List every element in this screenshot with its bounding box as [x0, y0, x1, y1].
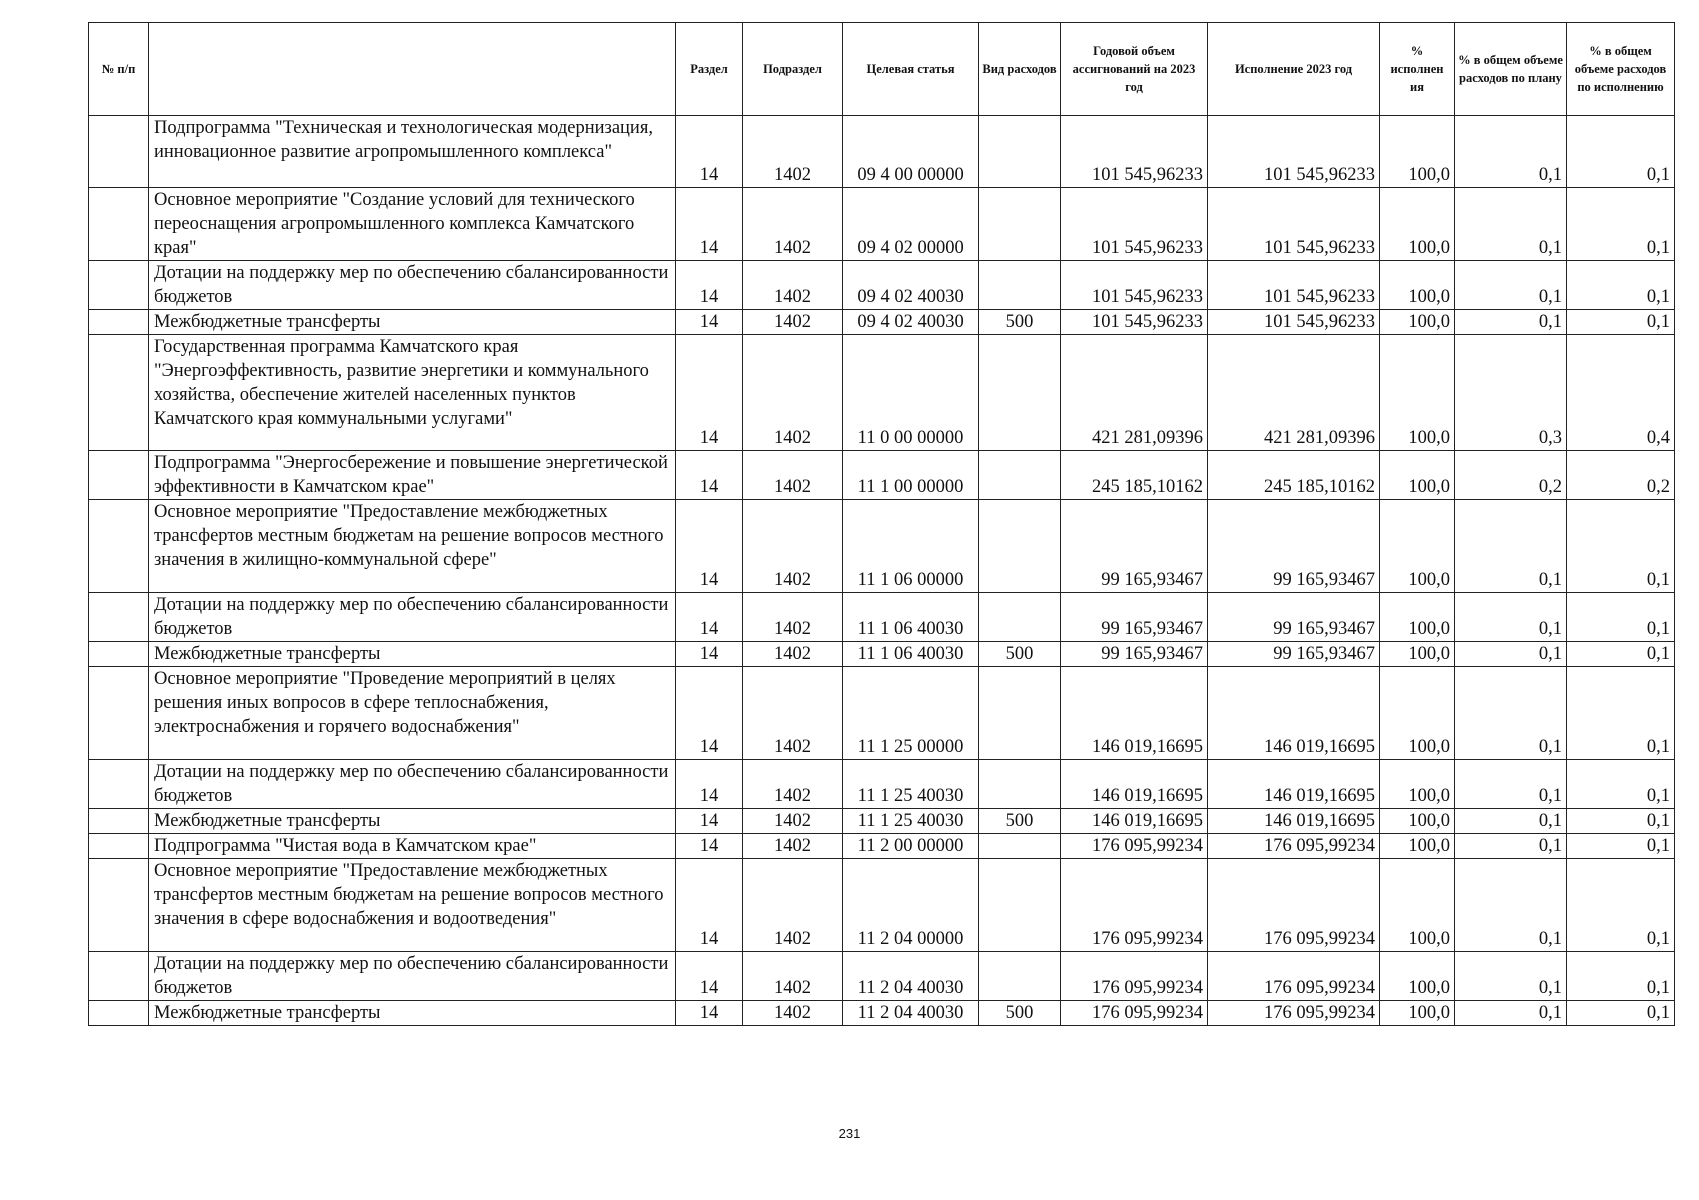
cell-share-fact: 0,1	[1567, 261, 1675, 310]
cell-share-fact: 0,4	[1567, 335, 1675, 451]
col-header-name	[149, 23, 676, 116]
cell-celevaya: 11 1 25 00000	[843, 667, 979, 760]
cell-share-plan: 0,1	[1455, 859, 1567, 952]
cell-share-fact: 0,1	[1567, 859, 1675, 952]
cell-plan: 101 545,96233	[1061, 188, 1208, 261]
cell-pct: 100,0	[1380, 642, 1455, 667]
cell-name: Межбюджетные трансферты	[149, 1001, 676, 1026]
table-row	[89, 834, 1675, 859]
cell-razdel: 14	[676, 952, 743, 1001]
table-row	[89, 642, 1675, 667]
cell-name: Дотации на поддержку мер по обеспечению сбалансированности бюджетов	[149, 593, 676, 642]
table-body	[89, 116, 1675, 1026]
cell-podrazdel: 1402	[743, 451, 843, 500]
cell-name: Подпрограмма "Техническая и технологическая модернизация, инновационное развитие агропромышленного комплекса"	[149, 116, 676, 188]
cell-podrazdel: 1402	[743, 952, 843, 1001]
table-row	[89, 593, 1675, 642]
cell-vid: 500	[979, 809, 1061, 834]
cell-fact: 101 545,96233	[1208, 261, 1380, 310]
cell-share-fact: 0,1	[1567, 760, 1675, 809]
cell-vid	[979, 335, 1061, 451]
cell-pct: 100,0	[1380, 116, 1455, 188]
cell-share-fact: 0,1	[1567, 809, 1675, 834]
cell-pct: 100,0	[1380, 261, 1455, 310]
cell-vid	[979, 834, 1061, 859]
cell-share-fact: 0,1	[1567, 310, 1675, 335]
cell-razdel: 14	[676, 642, 743, 667]
cell-num	[89, 593, 149, 642]
cell-razdel: 14	[676, 834, 743, 859]
cell-plan: 101 545,96233	[1061, 116, 1208, 188]
cell-num	[89, 1001, 149, 1026]
cell-vid	[979, 188, 1061, 261]
cell-pct: 100,0	[1380, 667, 1455, 760]
cell-vid	[979, 261, 1061, 310]
cell-share-plan: 0,1	[1455, 809, 1567, 834]
cell-fact: 176 095,99234	[1208, 834, 1380, 859]
cell-razdel: 14	[676, 667, 743, 760]
cell-share-plan: 0,1	[1455, 188, 1567, 261]
cell-fact: 146 019,16695	[1208, 667, 1380, 760]
cell-name: Подпрограмма "Чистая вода в Камчатском крае"	[149, 834, 676, 859]
cell-plan: 146 019,16695	[1061, 667, 1208, 760]
cell-num	[89, 667, 149, 760]
cell-podrazdel: 1402	[743, 335, 843, 451]
col-header-fact: Исполнение 2023 год	[1208, 23, 1380, 116]
cell-vid	[979, 500, 1061, 593]
cell-share-fact: 0,1	[1567, 667, 1675, 760]
table-row	[89, 859, 1675, 952]
cell-celevaya: 11 1 25 40030	[843, 760, 979, 809]
cell-pct: 100,0	[1380, 593, 1455, 642]
cell-name: Межбюджетные трансферты	[149, 809, 676, 834]
cell-share-fact: 0,1	[1567, 834, 1675, 859]
col-header-vid: Вид расходов	[979, 23, 1061, 116]
cell-plan: 99 165,93467	[1061, 593, 1208, 642]
cell-num	[89, 261, 149, 310]
cell-razdel: 14	[676, 310, 743, 335]
cell-podrazdel: 1402	[743, 593, 843, 642]
col-header-num: № п/п	[89, 23, 149, 116]
cell-podrazdel: 1402	[743, 834, 843, 859]
col-header-pct: % исполнен ия	[1380, 23, 1455, 116]
cell-pct: 100,0	[1380, 834, 1455, 859]
cell-vid	[979, 760, 1061, 809]
cell-razdel: 14	[676, 809, 743, 834]
cell-num	[89, 642, 149, 667]
cell-celevaya: 09 4 02 40030	[843, 310, 979, 335]
cell-pct: 100,0	[1380, 760, 1455, 809]
cell-share-plan: 0,1	[1455, 642, 1567, 667]
cell-share-fact: 0,1	[1567, 116, 1675, 188]
cell-fact: 245 185,10162	[1208, 451, 1380, 500]
cell-celevaya: 09 4 02 00000	[843, 188, 979, 261]
cell-plan: 421 281,09396	[1061, 335, 1208, 451]
cell-fact: 101 545,96233	[1208, 188, 1380, 261]
cell-plan: 99 165,93467	[1061, 500, 1208, 593]
cell-num	[89, 500, 149, 593]
col-header-celevaya: Целевая статья	[843, 23, 979, 116]
cell-vid	[979, 116, 1061, 188]
cell-share-plan: 0,1	[1455, 116, 1567, 188]
cell-podrazdel: 1402	[743, 859, 843, 952]
cell-share-plan: 0,1	[1455, 500, 1567, 593]
cell-name: Основное мероприятие "Создание условий для технического переоснащения агропромышленного комплекса Камчатского края"	[149, 188, 676, 261]
cell-share-plan: 0,1	[1455, 310, 1567, 335]
cell-celevaya: 11 2 04 40030	[843, 952, 979, 1001]
cell-razdel: 14	[676, 261, 743, 310]
col-header-podrazdel: Подраздел	[743, 23, 843, 116]
cell-razdel: 14	[676, 859, 743, 952]
cell-share-plan: 0,1	[1455, 952, 1567, 1001]
cell-share-plan: 0,3	[1455, 335, 1567, 451]
cell-name: Дотации на поддержку мер по обеспечению сбалансированности бюджетов	[149, 261, 676, 310]
cell-celevaya: 11 1 00 00000	[843, 451, 979, 500]
table-row	[89, 335, 1675, 451]
cell-share-plan: 0,1	[1455, 667, 1567, 760]
cell-razdel: 14	[676, 335, 743, 451]
cell-fact: 176 095,99234	[1208, 1001, 1380, 1026]
table-row	[89, 1001, 1675, 1026]
cell-share-fact: 0,2	[1567, 451, 1675, 500]
cell-share-fact: 0,1	[1567, 642, 1675, 667]
cell-share-plan: 0,1	[1455, 760, 1567, 809]
cell-pct: 100,0	[1380, 1001, 1455, 1026]
table-row	[89, 760, 1675, 809]
cell-fact: 176 095,99234	[1208, 859, 1380, 952]
cell-razdel: 14	[676, 116, 743, 188]
cell-fact: 101 545,96233	[1208, 310, 1380, 335]
cell-share-fact: 0,1	[1567, 188, 1675, 261]
cell-num	[89, 859, 149, 952]
cell-num	[89, 116, 149, 188]
cell-name: Межбюджетные трансферты	[149, 310, 676, 335]
col-header-share-plan: % в общем объеме расходов по плану	[1455, 23, 1567, 116]
cell-podrazdel: 1402	[743, 116, 843, 188]
table-row	[89, 809, 1675, 834]
cell-plan: 101 545,96233	[1061, 310, 1208, 335]
page-number: 231	[838, 1126, 861, 1141]
cell-name: Дотации на поддержку мер по обеспечению сбалансированности бюджетов	[149, 760, 676, 809]
cell-name: Дотации на поддержку мер по обеспечению сбалансированности бюджетов	[149, 952, 676, 1001]
col-header-share-fact: % в общем объеме расходов по исполнению	[1567, 23, 1675, 116]
cell-razdel: 14	[676, 593, 743, 642]
cell-vid: 500	[979, 642, 1061, 667]
cell-name: Межбюджетные трансферты	[149, 642, 676, 667]
cell-fact: 99 165,93467	[1208, 593, 1380, 642]
cell-num	[89, 952, 149, 1001]
cell-podrazdel: 1402	[743, 261, 843, 310]
cell-plan: 146 019,16695	[1061, 809, 1208, 834]
budget-table-sheet	[88, 22, 1670, 1026]
cell-podrazdel: 1402	[743, 760, 843, 809]
cell-vid	[979, 667, 1061, 760]
cell-num	[89, 809, 149, 834]
cell-plan: 176 095,99234	[1061, 834, 1208, 859]
cell-plan: 146 019,16695	[1061, 760, 1208, 809]
cell-plan: 176 095,99234	[1061, 1001, 1208, 1026]
table-row	[89, 500, 1675, 593]
cell-podrazdel: 1402	[743, 809, 843, 834]
cell-vid	[979, 952, 1061, 1001]
table-row	[89, 310, 1675, 335]
cell-razdel: 14	[676, 500, 743, 593]
cell-celevaya: 09 4 02 40030	[843, 261, 979, 310]
cell-share-fact: 0,1	[1567, 593, 1675, 642]
table-row	[89, 188, 1675, 261]
cell-num	[89, 335, 149, 451]
cell-pct: 100,0	[1380, 952, 1455, 1001]
table-row	[89, 116, 1675, 188]
cell-name: Основное мероприятие "Проведение мероприятий в целях решения иных вопросов в сфере теплоснабжения, электроснабжения и горячего водоснабжения"	[149, 667, 676, 760]
cell-celevaya: 11 2 04 40030	[843, 1001, 979, 1026]
cell-pct: 100,0	[1380, 809, 1455, 834]
cell-vid	[979, 859, 1061, 952]
cell-num	[89, 451, 149, 500]
cell-celevaya: 11 1 06 40030	[843, 593, 979, 642]
cell-plan: 101 545,96233	[1061, 261, 1208, 310]
cell-fact: 421 281,09396	[1208, 335, 1380, 451]
cell-podrazdel: 1402	[743, 642, 843, 667]
cell-vid: 500	[979, 310, 1061, 335]
cell-plan: 176 095,99234	[1061, 859, 1208, 952]
cell-share-plan: 0,1	[1455, 593, 1567, 642]
cell-podrazdel: 1402	[743, 310, 843, 335]
cell-pct: 100,0	[1380, 859, 1455, 952]
cell-fact: 146 019,16695	[1208, 809, 1380, 834]
cell-pct: 100,0	[1380, 500, 1455, 593]
cell-share-plan: 0,2	[1455, 451, 1567, 500]
table-header	[89, 23, 1675, 116]
cell-vid	[979, 451, 1061, 500]
cell-podrazdel: 1402	[743, 1001, 843, 1026]
cell-fact: 176 095,99234	[1208, 952, 1380, 1001]
col-header-plan: Годовой объем ассигнований на 2023 год	[1061, 23, 1208, 116]
cell-celevaya: 11 2 00 00000	[843, 834, 979, 859]
cell-fact: 99 165,93467	[1208, 642, 1380, 667]
cell-celevaya: 11 1 06 00000	[843, 500, 979, 593]
cell-share-fact: 0,1	[1567, 1001, 1675, 1026]
table-row	[89, 952, 1675, 1001]
cell-plan: 99 165,93467	[1061, 642, 1208, 667]
cell-name: Основное мероприятие "Предоставление межбюджетных трансфертов местным бюджетам на решение вопросов местного значения в жилищно-коммунальной сфере"	[149, 500, 676, 593]
col-header-razdel: Раздел	[676, 23, 743, 116]
cell-celevaya: 11 0 00 00000	[843, 335, 979, 451]
cell-razdel: 14	[676, 760, 743, 809]
table-row	[89, 667, 1675, 760]
cell-num	[89, 310, 149, 335]
cell-podrazdel: 1402	[743, 500, 843, 593]
cell-fact: 101 545,96233	[1208, 116, 1380, 188]
cell-share-plan: 0,1	[1455, 1001, 1567, 1026]
cell-name: Основное мероприятие "Предоставление межбюджетных трансфертов местным бюджетам на решение вопросов местного значения в сфере водоснабжения и водоотведения"	[149, 859, 676, 952]
budget-execution-table	[88, 22, 1675, 1026]
cell-vid: 500	[979, 1001, 1061, 1026]
cell-celevaya: 11 1 25 40030	[843, 809, 979, 834]
cell-podrazdel: 1402	[743, 667, 843, 760]
cell-plan: 245 185,10162	[1061, 451, 1208, 500]
cell-celevaya: 11 1 06 40030	[843, 642, 979, 667]
cell-name: Подпрограмма "Энергосбережение и повышение энергетической эффективности в Камчатском крае"	[149, 451, 676, 500]
cell-vid	[979, 593, 1061, 642]
cell-pct: 100,0	[1380, 451, 1455, 500]
cell-razdel: 14	[676, 451, 743, 500]
cell-celevaya: 09 4 00 00000	[843, 116, 979, 188]
cell-pct: 100,0	[1380, 188, 1455, 261]
cell-share-plan: 0,1	[1455, 261, 1567, 310]
cell-razdel: 14	[676, 1001, 743, 1026]
table-row	[89, 261, 1675, 310]
cell-pct: 100,0	[1380, 310, 1455, 335]
cell-name: Государственная программа Камчатского края "Энергоэффективность, развитие энергетики и коммунального хозяйства, обеспечение жителей населенных пунктов Камчатского края коммунальными услугами"	[149, 335, 676, 451]
cell-pct: 100,0	[1380, 335, 1455, 451]
cell-num	[89, 760, 149, 809]
cell-share-fact: 0,1	[1567, 500, 1675, 593]
cell-fact: 146 019,16695	[1208, 760, 1380, 809]
cell-celevaya: 11 2 04 00000	[843, 859, 979, 952]
cell-num	[89, 834, 149, 859]
cell-podrazdel: 1402	[743, 188, 843, 261]
cell-share-fact: 0,1	[1567, 952, 1675, 1001]
cell-plan: 176 095,99234	[1061, 952, 1208, 1001]
table-row	[89, 451, 1675, 500]
cell-share-plan: 0,1	[1455, 834, 1567, 859]
cell-fact: 99 165,93467	[1208, 500, 1380, 593]
cell-razdel: 14	[676, 188, 743, 261]
cell-num	[89, 188, 149, 261]
